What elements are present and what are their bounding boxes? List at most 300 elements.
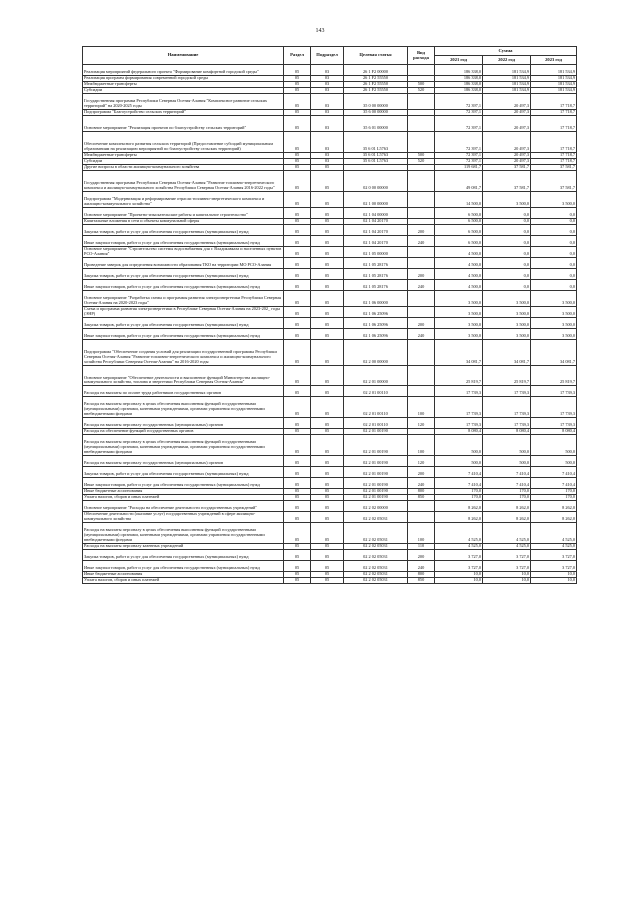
row-target: 02 2 01 00190 (344, 478, 408, 489)
row-podrazdel: 05 (311, 467, 344, 478)
row-2023: 3 500,0 (531, 306, 577, 317)
row-2021: 3 727,0 (435, 561, 483, 572)
row-razdel: 05 (284, 317, 311, 328)
row-podrazdel: 05 (311, 386, 344, 397)
row-2023: 3 727,0 (531, 561, 577, 572)
row-2023: 170,0 (531, 495, 577, 501)
row-vid (408, 94, 435, 110)
row-name: Закупка товаров, работ и услуг для обеспечения государственных (муниципальных) нужд (83, 225, 284, 236)
row-razdel: 05 (284, 207, 311, 218)
row-name: Проведение заверок для определения возможности образования ТКО на территории МО РСО-Алания (83, 258, 284, 269)
row-vid (408, 192, 435, 208)
row-razdel: 05 (284, 291, 311, 307)
table-row (83, 435, 577, 456)
row-razdel: 05 (284, 478, 311, 489)
row-2021: 186 338,0 (435, 88, 483, 94)
row-name: Схема и программа развития электроэнергетики в Республике Северная Осетия-Алания на 2023-202_ годы (ЭНР) (83, 306, 284, 317)
row-vid: 520 (408, 88, 435, 94)
row-2021: 8 262,0 (435, 501, 483, 512)
row-target: 02 2 01 00190 (344, 435, 408, 456)
table-row (83, 269, 577, 280)
row-target: 02 1 06 25096 (344, 306, 408, 317)
table-row (83, 65, 577, 76)
row-name: Основное мероприятие "Разработка схемы и программы развития электроэнергетики Республики Северная Осетия-Алания на 2020-2023 годы" (83, 291, 284, 307)
row-name: Иные закупки товаров, работ и услуг для обеспечения государственных (муниципальных) нужд (83, 478, 284, 489)
row-2022: 0,0 (483, 280, 531, 291)
row-2021: 72 397,1 (435, 159, 483, 165)
row-podrazdel: 05 (311, 478, 344, 489)
row-razdel: 05 (284, 116, 311, 132)
row-name: Основное мероприятие "Строительство системы водоснабжения для г. Владикавказа и населенных пунктов РСО-Алания" (83, 247, 284, 258)
row-target: 02 1 04 00000 (344, 207, 408, 218)
row-razdel: 05 (284, 165, 311, 171)
header-target: Целевая статья (344, 47, 408, 65)
row-name: Подпрограмма "Модернизация и реформирование отрасли топливно-энергетического комплекса и жилищно-коммунального хозяйства" (83, 192, 284, 208)
row-2022: 3 500,0 (483, 306, 531, 317)
row-2023: 3 500,0 (531, 192, 577, 208)
row-2022: 3 727,0 (483, 561, 531, 572)
row-name: Государственная программа Республики Северная Осетия-Алания "Комплексное развитие сельских территорий" на 2020-2025 годы (83, 94, 284, 110)
row-vid (408, 501, 435, 512)
row-2021: 17 739,3 (435, 397, 483, 418)
row-name: Иные бюджетные ассигнования (83, 489, 284, 495)
table-row (83, 280, 577, 291)
row-razdel: 05 (284, 467, 311, 478)
row-2023: 0,0 (531, 247, 577, 258)
row-2021: 186 338,0 (435, 76, 483, 82)
row-razdel: 05 (284, 386, 311, 397)
row-vid: 200 (408, 317, 435, 328)
row-podrazdel: 05 (311, 328, 344, 339)
row-podrazdel: 05 (311, 418, 344, 429)
row-vid (408, 171, 435, 192)
row-target: 02 2 02 05031 (344, 578, 408, 584)
row-razdel: 05 (284, 397, 311, 418)
row-2023: 3 500,0 (531, 328, 577, 339)
row-vid: 100 (408, 397, 435, 418)
row-vid: 500 (408, 152, 435, 158)
row-name: Закупка товаров, работ и услуг для обеспечения государственных (муниципальных) нужд (83, 269, 284, 280)
row-2023: 17 718,7 (531, 152, 577, 158)
row-2021: 10,0 (435, 572, 483, 578)
row-vid: 850 (408, 578, 435, 584)
row-podrazdel: 05 (311, 247, 344, 258)
row-2023: 0,0 (531, 236, 577, 247)
header-name: Наименование (83, 47, 284, 65)
table-row (83, 291, 577, 307)
header-2021: 2021 год (435, 56, 483, 65)
row-podrazdel: 05 (311, 435, 344, 456)
row-name: Расходы на выплаты персоналу в целях обеспечения выполнения функций государственными (муниципальными) органами, казенными учреждениями, органами управления государственными внебюджетными фондами (83, 523, 284, 544)
row-2021: 3 500,0 (435, 328, 483, 339)
table-body (83, 65, 577, 584)
row-target: 02 2 01 00110 (344, 418, 408, 429)
row-name: Иные закупки товаров, работ и услуг для обеспечения государственных (муниципальных) нужд (83, 328, 284, 339)
row-razdel: 05 (284, 76, 311, 82)
row-2022: 181 534,9 (483, 76, 531, 82)
row-podrazdel: 05 (311, 236, 344, 247)
row-razdel: 05 (284, 258, 311, 269)
row-2021: 4 500,0 (435, 247, 483, 258)
table-row (83, 247, 577, 258)
table-row (83, 236, 577, 247)
row-razdel: 05 (284, 544, 311, 550)
row-2023: 0,0 (531, 225, 577, 236)
row-name: Подпрограмма "Обеспечение создания условий для реализации государственной программы Республики Северная Осетия-Алания "Развитие топливно-энергетического комплекса и жилищно-коммунального хозяйства Республики Северная Осетия-Алания" на 2016-2020 годы (83, 339, 284, 365)
row-podrazdel: 03 (311, 116, 344, 132)
row-target: 02 1 06 25096 (344, 317, 408, 328)
row-target: 02 2 02 05031 (344, 523, 408, 544)
row-2022: 17 739,3 (483, 386, 531, 397)
row-podrazdel: 03 (311, 132, 344, 153)
row-2021: 34 081,7 (435, 339, 483, 365)
row-2022: 20 497,3 (483, 159, 531, 165)
row-2022: 181 534,9 (483, 82, 531, 88)
row-2021: 72 397,1 (435, 94, 483, 110)
row-2022: 7 410,4 (483, 467, 531, 478)
row-2023: 37 581,7 (531, 165, 577, 171)
table-row (83, 523, 577, 544)
row-razdel: 05 (284, 339, 311, 365)
header-2022: 2022 год (483, 56, 531, 65)
row-vid: 800 (408, 572, 435, 578)
header-2023: 2023 год (531, 56, 577, 65)
row-2022: 4 525,0 (483, 523, 531, 544)
table-row (83, 386, 577, 397)
row-vid (408, 132, 435, 153)
row-target: 02 1 06 25096 (344, 328, 408, 339)
row-target: 02 2 01 00190 (344, 495, 408, 501)
row-podrazdel: 05 (311, 207, 344, 218)
header-summa: Сумма (435, 47, 577, 56)
row-2023: 34 081,7 (531, 339, 577, 365)
row-razdel: 05 (284, 489, 311, 495)
row-name: Обеспечение деятельности (оказание услуг) государственных учреждений в сфере жилищно-коммунального хозяйства (83, 512, 284, 523)
row-2022: 20 497,3 (483, 116, 531, 132)
row-2022: 0,0 (483, 269, 531, 280)
row-2023: 17 718,7 (531, 116, 577, 132)
row-target: 26 1 F2 55550 (344, 82, 408, 88)
row-2021: 4 525,0 (435, 523, 483, 544)
row-podrazdel: 05 (311, 165, 344, 171)
row-2022: 10,0 (483, 578, 531, 584)
row-2022: 25 819,7 (483, 365, 531, 386)
row-target: 02 1 05 00000 (344, 247, 408, 258)
row-2021: 6 500,0 (435, 207, 483, 218)
row-2022: 3 500,0 (483, 317, 531, 328)
row-2023: 4 525,0 (531, 544, 577, 550)
row-razdel: 05 (284, 561, 311, 572)
row-2022: 3 727,0 (483, 550, 531, 561)
row-razdel: 05 (284, 159, 311, 165)
row-name: Расходы на выплаты персоналу в целях обеспечения выполнения функций государственными (муниципальными) органами, казенными учреждениями, органами управления государственными внебюджетными фондами (83, 397, 284, 418)
row-2023: 17 718,7 (531, 132, 577, 153)
row-2023: 0,0 (531, 258, 577, 269)
row-name: Реализация мероприятий федерального проекта "Формирование комфортной городской среды" (83, 65, 284, 76)
table-row (83, 225, 577, 236)
row-2021: 170,0 (435, 495, 483, 501)
row-podrazdel: 03 (311, 110, 344, 116)
row-vid (408, 365, 435, 386)
row-target: 26 1 F2 55550 (344, 88, 408, 94)
table-row (83, 478, 577, 489)
row-razdel: 05 (284, 225, 311, 236)
row-name: Межбюджетные трансферты (83, 152, 284, 158)
row-target: 02 1 06 00000 (344, 291, 408, 307)
row-2022: 0,0 (483, 225, 531, 236)
row-2022: 17 739,3 (483, 418, 531, 429)
table-row (83, 94, 577, 110)
row-2023: 10,0 (531, 578, 577, 584)
row-2023: 17 739,3 (531, 418, 577, 429)
row-2022: 3 500,0 (483, 328, 531, 339)
row-target: 02 2 00 00000 (344, 339, 408, 365)
row-2023: 181 534,9 (531, 76, 577, 82)
row-2022: 4 525,0 (483, 544, 531, 550)
row-target: 26 1 F2 00000 (344, 65, 408, 76)
row-target: 02 2 02 05031 (344, 572, 408, 578)
row-vid: 500 (408, 82, 435, 88)
table-row (83, 192, 577, 208)
row-podrazdel: 05 (311, 280, 344, 291)
row-2022: 0,0 (483, 218, 531, 224)
row-2022: 0,0 (483, 207, 531, 218)
row-podrazdel: 03 (311, 88, 344, 94)
row-2022: 3 500,0 (483, 291, 531, 307)
row-2021: 3 500,0 (435, 291, 483, 307)
row-2023: 181 534,9 (531, 65, 577, 76)
row-2023: 3 500,0 (531, 317, 577, 328)
row-name: Обеспечение комплексного развития сельских территорий (Предоставление субсидий муниципальным образованиям на реализацию мероприятий по благоустройству сельских территорий) (83, 132, 284, 153)
row-target: 35 6 01 00000 (344, 116, 408, 132)
row-2021: 17 739,3 (435, 386, 483, 397)
row-2023: 181 534,9 (531, 88, 577, 94)
row-name: Капитальные вложения в сети и объекты коммунальной сферы (83, 218, 284, 224)
budget-table (82, 46, 577, 584)
row-target: 02 1 05 28176 (344, 280, 408, 291)
table-row (83, 306, 577, 317)
row-razdel: 05 (284, 280, 311, 291)
table-row (83, 418, 577, 429)
row-target: 35 6 01 L5763 (344, 152, 408, 158)
row-razdel: 05 (284, 247, 311, 258)
row-razdel: 05 (284, 110, 311, 116)
table-row (83, 116, 577, 132)
row-vid: 120 (408, 418, 435, 429)
row-2023: 0,0 (531, 207, 577, 218)
row-2022: 500,0 (483, 456, 531, 467)
row-2022: 7 410,4 (483, 478, 531, 489)
row-vid: 240 (408, 478, 435, 489)
row-vid (408, 207, 435, 218)
row-podrazdel: 05 (311, 523, 344, 544)
row-target: 02 2 02 00000 (344, 501, 408, 512)
row-target: 02 2 01 00190 (344, 467, 408, 478)
row-podrazdel: 05 (311, 365, 344, 386)
row-vid (408, 291, 435, 307)
row-podrazdel: 05 (311, 306, 344, 317)
row-target: 02 1 00 00000 (344, 192, 408, 208)
header-razdel: Раздел (284, 47, 311, 65)
row-razdel: 05 (284, 456, 311, 467)
table-row (83, 561, 577, 572)
row-2021: 3 500,0 (435, 317, 483, 328)
row-2022: 20 497,3 (483, 132, 531, 153)
row-vid: 240 (408, 328, 435, 339)
row-razdel: 05 (284, 501, 311, 512)
row-2021: 6 500,0 (435, 225, 483, 236)
table-row (83, 578, 577, 584)
row-razdel: 05 (284, 512, 311, 523)
row-vid (408, 258, 435, 269)
row-target: 02 2 01 00190 (344, 489, 408, 495)
row-2021: 186 338,0 (435, 82, 483, 88)
row-2022: 17 739,3 (483, 397, 531, 418)
row-2021: 72 397,1 (435, 116, 483, 132)
row-name: Иные закупки товаров, работ и услуг для обеспечения государственных (муниципальных) нужд (83, 280, 284, 291)
row-target: 26 1 F2 55550 (344, 76, 408, 82)
row-2023: 4 525,0 (531, 523, 577, 544)
row-razdel: 05 (284, 578, 311, 584)
row-podrazdel: 05 (311, 501, 344, 512)
row-2023: 500,0 (531, 456, 577, 467)
table-row (83, 456, 577, 467)
row-podrazdel: 03 (311, 159, 344, 165)
table-row (83, 132, 577, 153)
row-2021: 119 681,7 (435, 165, 483, 171)
page-number: 143 (315, 28, 325, 34)
row-target: 02 2 02 05031 (344, 561, 408, 572)
row-2023: 500,0 (531, 435, 577, 456)
row-target: 35 6 01 L5763 (344, 159, 408, 165)
row-razdel: 05 (284, 218, 311, 224)
row-vid: 240 (408, 236, 435, 247)
row-2022: 0,0 (483, 258, 531, 269)
row-2021: 10,0 (435, 578, 483, 584)
row-vid (408, 306, 435, 317)
row-2022: 181 534,9 (483, 65, 531, 76)
row-podrazdel: 03 (311, 76, 344, 82)
row-2023: 17 718,7 (531, 159, 577, 165)
row-vid: 200 (408, 467, 435, 478)
row-razdel: 05 (284, 550, 311, 561)
row-vid: 200 (408, 225, 435, 236)
row-2021: 186 338,0 (435, 65, 483, 76)
row-target: 02 2 02 05031 (344, 550, 408, 561)
row-vid: 520 (408, 159, 435, 165)
row-2022: 170,0 (483, 489, 531, 495)
row-podrazdel: 05 (311, 456, 344, 467)
row-name: Основное мероприятие "Расходы на обеспечение деятельности государственных учреждений" (83, 501, 284, 512)
row-2021: 3 500,0 (435, 306, 483, 317)
row-razdel: 05 (284, 65, 311, 76)
row-2023: 25 819,7 (531, 365, 577, 386)
row-vid: 240 (408, 561, 435, 572)
row-vid: 200 (408, 550, 435, 561)
table-row (83, 501, 577, 512)
table-row (83, 550, 577, 561)
row-name: Расходы на обеспечение функций государственных органов (83, 429, 284, 435)
row-2023: 7 410,4 (531, 467, 577, 478)
row-razdel: 05 (284, 328, 311, 339)
row-podrazdel: 03 (311, 65, 344, 76)
table-row (83, 339, 577, 365)
row-2021: 6 500,0 (435, 236, 483, 247)
row-2023: 170,0 (531, 489, 577, 495)
row-razdel: 05 (284, 269, 311, 280)
table-row (83, 365, 577, 386)
row-podrazdel: 05 (311, 561, 344, 572)
row-name: Иные бюджетные ассигнования (83, 572, 284, 578)
header-podrazdel: Подраздел (311, 47, 344, 65)
row-2023: 0,0 (531, 218, 577, 224)
table-row (83, 328, 577, 339)
row-razdel: 05 (284, 152, 311, 158)
row-podrazdel: 05 (311, 512, 344, 523)
row-2023: 17 718,7 (531, 94, 577, 110)
row-2021: 25 819,7 (435, 365, 483, 386)
row-2022: 20 497,3 (483, 110, 531, 116)
row-target: 02 2 01 00000 (344, 365, 408, 386)
row-target: 02 1 05 28176 (344, 269, 408, 280)
row-2022: 37 581,7 (483, 171, 531, 192)
row-target: 02 2 02 05031 (344, 512, 408, 523)
row-name: Государственная программа Республики Северная Осетия-Алания "Развитие топливно-энергетического комплекса и жилищно-коммунального хозяйства Республики Северная Осетия-Алания 2016-2022 годы" (83, 171, 284, 192)
row-podrazdel: 05 (311, 317, 344, 328)
row-2022: 0,0 (483, 236, 531, 247)
row-name: Расходы на выплаты персоналу казенных учреждений (83, 544, 284, 550)
row-2022: 181 534,9 (483, 88, 531, 94)
row-podrazdel: 03 (311, 94, 344, 110)
row-2021: 72 397,1 (435, 110, 483, 116)
row-target: 35 6 00 00000 (344, 110, 408, 116)
row-razdel: 05 (284, 88, 311, 94)
row-razdel: 05 (284, 306, 311, 317)
row-vid: 850 (408, 495, 435, 501)
row-name: Уплата налогов, сборов и иных платежей (83, 578, 284, 584)
row-target: 02 2 01 00110 (344, 386, 408, 397)
row-name: Субсидии (83, 159, 284, 165)
row-2021: 8 080,4 (435, 429, 483, 435)
row-vid (408, 247, 435, 258)
row-name: Закупка товаров, работ и услуг для обеспечения государственных (муниципальных) нужд (83, 467, 284, 478)
row-name: Расходы на выплаты персоналу в целях обеспечения выполнения функций государственными (муниципальными) органами, казенными учреждениями, органами управления государственными внебюджетными фондами (83, 435, 284, 456)
row-target: 02 2 01 00190 (344, 429, 408, 435)
row-podrazdel: 05 (311, 397, 344, 418)
row-vid (408, 65, 435, 76)
row-vid (408, 512, 435, 523)
row-razdel: 05 (284, 572, 311, 578)
row-2022: 20 497,3 (483, 94, 531, 110)
row-razdel: 05 (284, 82, 311, 88)
row-podrazdel: 05 (311, 192, 344, 208)
row-name: Основное мероприятие "Обеспечение деятельности и выполнение функций Министерства жилищно-коммунального хозяйства, топлива и энергетики Республики Северная Осетия-Алания" (83, 365, 284, 386)
row-2021: 7 410,4 (435, 467, 483, 478)
row-2023: 10,0 (531, 572, 577, 578)
row-vid (408, 386, 435, 397)
row-name: Закупка товаров, работ и услуг для обеспечения государственных (муниципальных) нужд (83, 317, 284, 328)
row-name: Закупка товаров, работ и услуг для обеспечения государственных (муниципальных) нужд (83, 550, 284, 561)
row-2021: 4 500,0 (435, 258, 483, 269)
row-razdel: 05 (284, 94, 311, 110)
row-2023: 0,0 (531, 269, 577, 280)
row-name: Основное мероприятие "Реализация проектов по благоустройству сельских территорий" (83, 116, 284, 132)
row-2021: 17 739,3 (435, 418, 483, 429)
table-row (83, 171, 577, 192)
row-razdel: 05 (284, 435, 311, 456)
row-2021: 7 410,4 (435, 478, 483, 489)
row-podrazdel: 05 (311, 495, 344, 501)
